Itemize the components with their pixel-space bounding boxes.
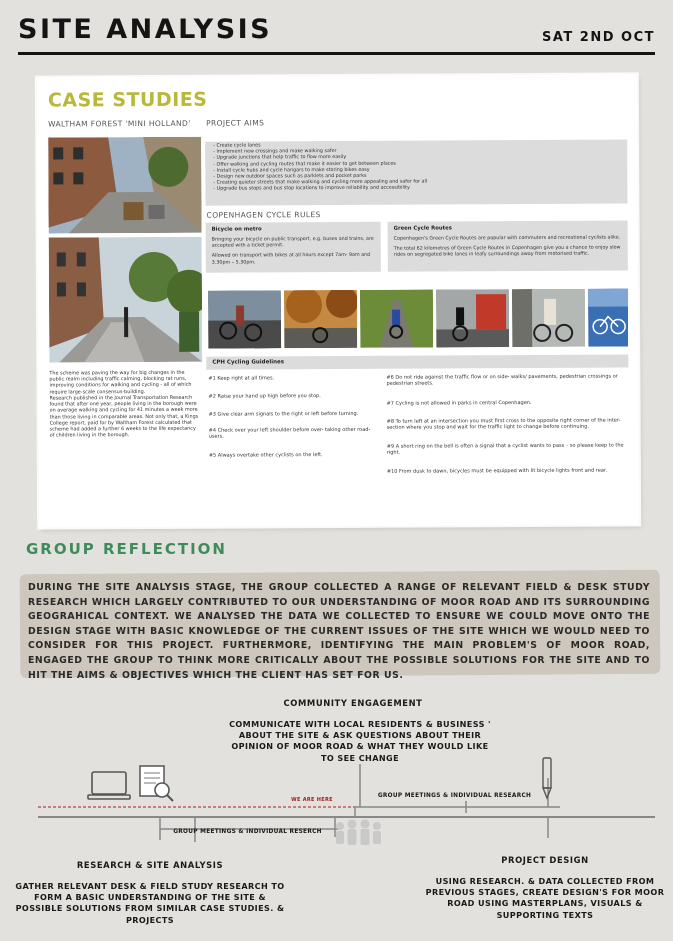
page-date: SAT 2ND OCT [541,30,655,45]
street-photo-shops [48,137,202,234]
people-group-icon [336,820,381,846]
research-site-analysis-title: RESEARCH & SITE ANALYSIS [76,860,224,870]
community-engagement-title: COMMUNITY ENGAGEMENT [283,698,423,708]
rule-item: #2 Raise your hand up high before you stop. [208,393,321,400]
rule-item: #5 Always overtake other cyclists on the left. [208,452,323,459]
case-study-text-2: Research published in the Journal Transportation Research found that after one year, people living in the borough were on average walking and cycling for 41 minutes a week more than those living in comparable areas. Not only that, a Kings College report, paid for by Waltham Forest calculated that scheme had added a further 6 weeks to the life expectancy of children living in the borough. [49,394,199,439]
cycling-photo-3 [360,290,433,348]
group-reflection-title: GROUP REFLECTION [26,540,227,558]
aim-item: - Create cycle lanes [213,141,627,149]
timeline-diagram [0,690,673,850]
aim-item: - Design new outdoor spaces such as parklets and pocket parks [213,172,627,180]
rule-item: #10 From dusk to dawn, bicycles must be equipped with lit bicycle lights front and rear. [386,467,608,475]
cph-guidelines-title: CPH Cycling Guidelines [206,354,628,369]
project-design-text: USING RESEARCH. & DATA COLLECTED FROM PREVIOUS STAGES, CREATE DESIGN'S FOR MOOR ROAD USING MASTERPLANS, VISUALS & SUPPORTING TEXTS [425,876,665,920]
project-design-title: PROJECT DESIGN [501,855,589,865]
cycling-photo-1 [208,290,281,348]
case-study-text-1: The scheme was paving the way for big changes in the public realm including traffic calming, blocking rat runs, improving conditions for walking and cycling - all of which require large-scale consensus-building. [49,369,192,396]
green-routes-title: Green Cycle Routes [393,225,452,232]
group-reflection-text: DURING THE SITE ANALYSIS STAGE, THE GROUP COLLECTED A RANGE OF RELEVANT FIELD & DESK STUDY RESEARCH WHICH LARGELY CONTRIBUTED TO OUR UNDERSTANDING OF MOOR ROAD AND ITS SURROUNDING GEOGRAHICAL CONTEXT. WE ANALYSED THE DATA WE COLLECTED TO ENSURE WE COULD MOVE ONTO THE DESIGN STAGE WITH BASIC KNOWLEDGE OF THE CURRENT ISSUES OF THE SITE WHICH WE WOULD NEED TO CONSIDER FOR THIS PROJECT. FURTHERMORE, IDENTIFYING THE MAIN PROBLEM'S OF MOOR ROAD, ENGAGED THE GROUP TO THINK MORE CRITICALLY ABOUT THE POSSIBLE SOLUTIONS FOR THE SITE AND TO HIT THE AIMS & OBJECTIVES WHICH THE CLIENT HAS SET FOR US. [28,582,650,681]
rule-item: #3 Give clear arm signals to the right or left before turning. [208,410,359,418]
project-aims-heading: PROJECT AIMS [206,118,265,128]
aim-item: - Creating quieter streets that make walking and cycling more appealing and safer for all [213,179,627,187]
rule-item: #6 Do not ride against the traffic flow or on side- walks/ pavements, pedestrian crossings or pedestrian streets. [386,373,618,387]
project-aims-box [205,139,627,205]
case-studies-panel [37,74,639,527]
aim-item: - Install cycle hubs and cycle hangars to make storing bikes easy [213,166,627,174]
pen-icon [543,758,551,798]
cycling-photo-2 [284,290,357,348]
rule-item: #7 Cycling is not allowed in parks in central Copenhagen. [386,399,532,407]
green-routes-text-1: Copenhagen's Green Cycle Routes are popular with commuters and recreational cyclists alike. [393,235,621,242]
group-meetings-lower: GROUP MEETINGS & INDIVIDUAL RESERCH [173,829,322,835]
research-site-analysis-text: GATHER RELEVANT DESK & FIELD STUDY RESEARCH TO FORM A BASIC UNDERSTANDING OF THE SITE & POSSIBLE SOLUTIONS FROM SIMILAR CASE STUDIES. & PROJECTS [15,881,285,925]
aim-item: - Upgrade bus stops and bus stop locations to improve reliability and accessibility [213,185,627,193]
community-engagement-text: COMMUNICATE WITH LOCAL RESIDENTS & BUSINESS ' ABOUT THE SITE & ASK QUESTIONS ABOUT THEIR OPINION OF MOOR ROAD & WHAT THEY WOULD LIKE TO SEE CHANGE [229,719,491,763]
aim-item: - Offer walking and cycling routes that make it easier to get between places [213,160,627,168]
street-photo-cycle-lane [49,237,203,363]
rule-item: #9 A short ring on the bell is often a signal that a cyclist wants to pass – so please keep to the right. [386,442,624,456]
copenhagen-heading: COPENHAGEN CYCLE RULES [206,210,321,220]
bicycle-metro-text-1: Bringing your bicycle on public transport, e.g. buses and trains, are accepted with a ticket permit. [211,236,374,249]
laptop-icon [88,772,130,799]
green-routes-box [388,220,628,271]
rule-item: #4 Check over your left shoulder before over- taking other road-users. [208,426,371,440]
cycling-photo-6 [588,288,628,346]
aim-item: - Upgrade junctions that help traffic to flow more easily [213,154,627,162]
aim-item: - Implement new crossings and make walking safer [213,148,627,156]
cycling-photo-5 [512,289,585,347]
we-are-here-label: WE ARE HERE [291,797,333,803]
page-title: SITE ANALYSIS [18,14,273,45]
rule-item: #8 To turn left at an intersection you must first cross to the opposite right corner of the inter- section where you stop and wait for the traffic light to change before continuing. [386,417,621,431]
green-routes-text-2: The total 62 kilometres of Green Cycle Routes in Copenhagen give you a chance to enjoy slow rides on segregated bike lanes in leafy surroundings away from motorised traffic. [393,245,621,259]
bicycle-metro-title: Bicycle on metro [211,226,262,233]
project-aims-list [213,141,627,193]
case-studies-title: CASE STUDIES [47,88,208,112]
rule-item: #1 Keep right at all times. [208,375,275,382]
header-divider [18,52,655,55]
cycling-photo-4 [436,289,509,347]
bicycle-metro-text-2: Allowed on transport with bikes at all hours except 7am- 9am and 3.30pm – 5.30pm. [211,253,371,266]
group-meetings-upper: GROUP MEETINGS & INDIVIDUAL RESEARCH [377,793,532,799]
waltham-forest-heading: WALTHAM FOREST 'MINI HOLLAND' [48,118,191,129]
document-search-icon [140,766,173,801]
bicycle-metro-box [206,222,381,273]
